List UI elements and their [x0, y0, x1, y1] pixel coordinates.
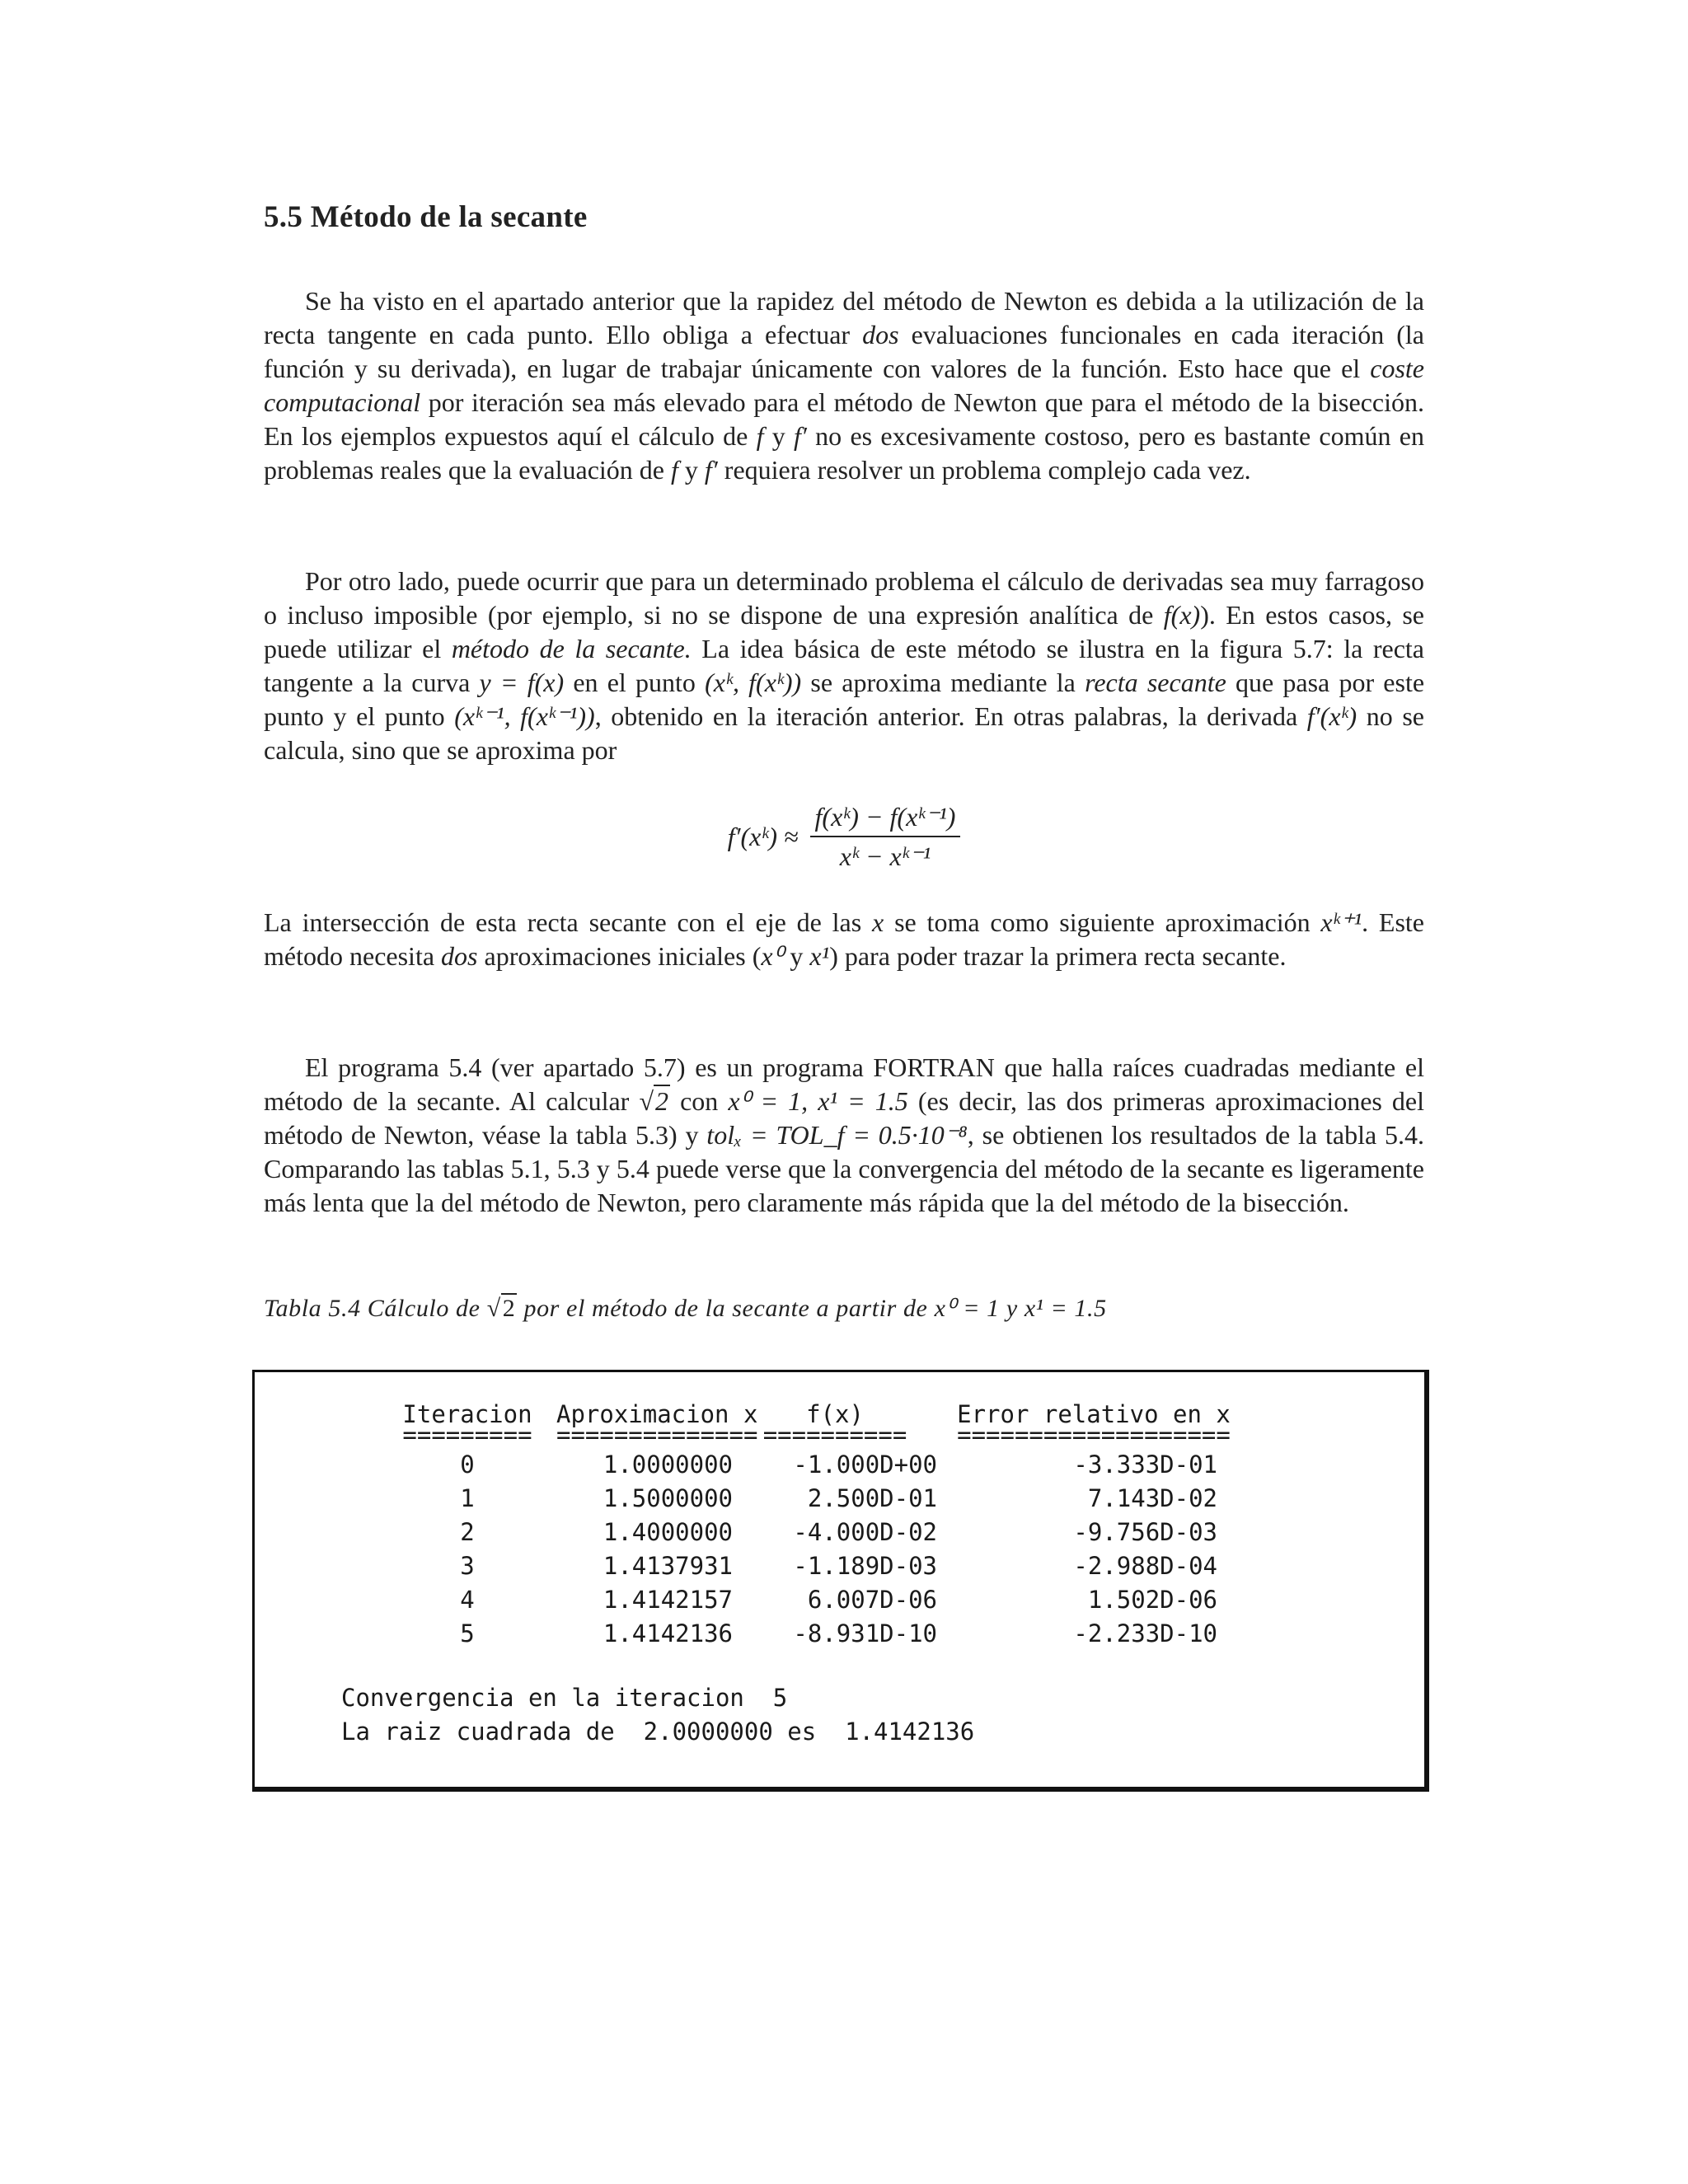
header-underline: =================== — [957, 1421, 1231, 1449]
text-run: no es excesivamente costoso, pero es bastante común en problemas reales que la evaluación de — [264, 421, 1425, 485]
math-inline: y = f(x) — [479, 668, 565, 697]
text-run: (es decir, las dos primeras aproximaciones del método de Newton, véase la tabla 5.3) y — [264, 1086, 1425, 1150]
header-underline: ========== — [762, 1421, 907, 1449]
text-run: ) para poder trazar la primera recta secante. — [829, 941, 1287, 971]
cell-iter: 4 — [460, 1585, 475, 1614]
cell-approx: 1.4142157 — [603, 1585, 733, 1614]
output-underline-row — [378, 1422, 1250, 1447]
cell-iter: 0 — [460, 1450, 475, 1479]
secant-formula — [264, 801, 1424, 872]
emphasis: método de la secante. — [451, 634, 692, 663]
cell-error: 1.502D-06 — [1087, 1585, 1217, 1614]
text-run: El programa 5.4 (ver apartado 5.7) es un programa FORTRAN que halla raíces cuadradas mediante el método de la secante. Al calcular — [264, 1052, 1424, 1116]
formula-fraction — [810, 801, 961, 872]
section-heading — [264, 199, 588, 235]
text-run: y — [763, 421, 795, 451]
header-underline: ============== — [556, 1421, 758, 1449]
formula-denominator: xᵏ − xᵏ⁻¹ — [839, 841, 931, 871]
text-run: evaluaciones funcionales en cada iteración (la función y su derivada), en lugar de trabajar únicamente con valores de la función. Esto hace que el — [264, 320, 1425, 383]
text-run: no se calcula, sino que se aproxima por — [264, 701, 1425, 765]
table-row — [378, 1447, 1250, 1481]
math-inline: f′ — [794, 421, 807, 451]
header-fx: f(x) — [806, 1399, 864, 1428]
cell-fx: -4.000D-02 — [793, 1517, 937, 1546]
math-inline: x⁰ = 1 — [934, 1295, 1000, 1322]
section-title: Método de la secante — [310, 200, 588, 234]
table-row — [378, 1582, 1250, 1616]
math-inline: f — [671, 455, 678, 485]
text-run: se toma como siguiente aproximación — [884, 907, 1321, 937]
paragraph-2 — [264, 565, 1424, 767]
caption-text: y — [999, 1295, 1025, 1322]
cell-approx: 1.0000000 — [603, 1450, 733, 1479]
cell-error: -9.756D-03 — [1073, 1517, 1217, 1546]
math-inline: x⁰ — [761, 941, 784, 971]
paragraph-3 — [264, 906, 1424, 973]
text-run: en el punto — [564, 668, 706, 697]
emphasis: dos — [862, 320, 899, 349]
emphasis: coste computacional — [264, 354, 1424, 417]
table-row — [378, 1481, 1250, 1515]
caption-text: Tabla 5.4 Cálculo de — [264, 1295, 487, 1322]
cell-approx: 1.4137931 — [603, 1551, 733, 1580]
text-run: que pasa por este punto y el punto — [264, 668, 1425, 731]
math-inline: f(x) — [1163, 600, 1201, 630]
sqrt-result-line: La raiz cuadrada de 2.0000000 es 1.4142136 — [341, 1718, 975, 1746]
cell-error: -2.988D-04 — [1073, 1551, 1217, 1580]
math-inline: tolₓ = TOL_f = 0.5·10⁻⁸ — [706, 1120, 968, 1150]
math-inline: f′(xᵏ) — [1306, 701, 1357, 731]
math-inline: xᵏ⁺¹ — [1320, 907, 1362, 937]
convergence-line: Convergencia en la iteracion 5 — [341, 1684, 788, 1712]
formula-numerator: f(xᵏ) − f(xᵏ⁻¹) — [810, 801, 961, 837]
cell-fx: 2.500D-01 — [807, 1483, 937, 1512]
cell-error: -2.233D-10 — [1073, 1619, 1217, 1647]
text-run: , se obtienen los resultados de la tabla 5.4. Comparando las tablas 5.1, 5.3 y 5.4 puede verse que la convergencia del método de la secante es ligeramente más lenta que la del método de Newton, pero claramente más rápida que la del método de la bisección. — [264, 1120, 1425, 1217]
emphasis: recta secante — [1085, 668, 1226, 697]
header-iteracion: Iteracion — [402, 1399, 532, 1428]
text-run: y — [678, 455, 705, 485]
header-underline: ========= — [402, 1421, 532, 1449]
math-inline: (xᵏ, f(xᵏ)) — [705, 668, 802, 697]
table-caption — [264, 1294, 1107, 1323]
math-inline: f′ — [704, 455, 718, 485]
program-output-box — [252, 1370, 1429, 1792]
cell-fx: -1.000D+00 — [793, 1450, 937, 1479]
text-run: . Este método necesita — [264, 907, 1425, 971]
cell-fx: -1.189D-03 — [793, 1551, 937, 1580]
cell-iter: 2 — [460, 1517, 475, 1546]
text-run: Por otro lado, puede ocurrir que para un determinado problema el cálculo de derivadas sea muy farragoso o incluso imposible (por ejemplo, si no se dispone de una expresión analítica de — [264, 566, 1424, 630]
text-run: con — [670, 1086, 729, 1116]
header-aproximacion: Aproximacion x — [556, 1399, 758, 1428]
sqrt-symbol: √2 — [486, 1295, 516, 1322]
table-row — [378, 1549, 1250, 1582]
cell-fx: 6.007D-06 — [807, 1585, 937, 1614]
text-run: La idea básica de este método se ilustra en la figura 5.7: la recta tangente a la curva — [264, 634, 1425, 697]
text-run: y — [783, 941, 810, 971]
math-inline: x¹ = 1.5 — [1024, 1295, 1107, 1322]
text-run: aproximaciones iniciales ( — [477, 941, 762, 971]
cell-approx: 1.5000000 — [603, 1483, 733, 1512]
caption-text: por el método de la secante a partir de — [517, 1295, 935, 1322]
table-row — [378, 1515, 1250, 1549]
text-run: , obtenido en la iteración anterior. En otras palabras, la derivada — [594, 701, 1307, 731]
text-run: se aproxima mediante la — [801, 668, 1085, 697]
math-inline: f — [756, 421, 764, 451]
cell-iter: 3 — [460, 1551, 475, 1580]
text-run: requiera resolver un problema complejo cada vez. — [717, 455, 1251, 485]
formula-lhs: f′(xᵏ) ≈ — [727, 821, 799, 851]
cell-fx: -8.931D-10 — [793, 1619, 937, 1647]
text-run: Se ha visto en el apartado anterior que la rapidez del método de Newton es debida a la utilización de la recta tangente en cada punto. Ello obliga a efectuar — [264, 286, 1424, 349]
table-row — [378, 1616, 1250, 1650]
text-run: La intersección de esta recta secante con el eje de las — [264, 907, 873, 937]
paragraph-1 — [264, 284, 1424, 487]
math-inline: x¹ — [809, 941, 830, 971]
cell-approx: 1.4000000 — [603, 1517, 733, 1546]
cell-error: -3.333D-01 — [1073, 1450, 1217, 1479]
sqrt-radicand: 2 — [502, 1295, 516, 1322]
sqrt-radicand: 2 — [655, 1086, 668, 1116]
cell-iter: 1 — [460, 1483, 475, 1512]
paragraph-4 — [264, 1051, 1424, 1220]
header-error: Error relativo en x — [957, 1399, 1231, 1428]
text-run: por iteración sea más elevado para el método de Newton que para el método de la bisección. En los ejemplos expuestos aquí el cálculo de — [264, 387, 1424, 451]
cell-approx: 1.4142136 — [603, 1619, 733, 1647]
output-table — [378, 1397, 1250, 1650]
math-inline: x⁰ = 1, x¹ = 1.5 — [728, 1086, 908, 1116]
math-inline: (xᵏ⁻¹, f(xᵏ⁻¹)) — [454, 701, 595, 731]
sqrt-symbol: √2 — [639, 1086, 668, 1116]
section-number: 5.5 — [264, 200, 303, 234]
math-inline: x — [872, 907, 884, 937]
text-run: ). En estos casos, se puede utilizar el — [264, 600, 1425, 663]
cell-iter: 5 — [460, 1619, 475, 1647]
emphasis: dos — [441, 941, 478, 971]
cell-error: 7.143D-02 — [1087, 1483, 1217, 1512]
